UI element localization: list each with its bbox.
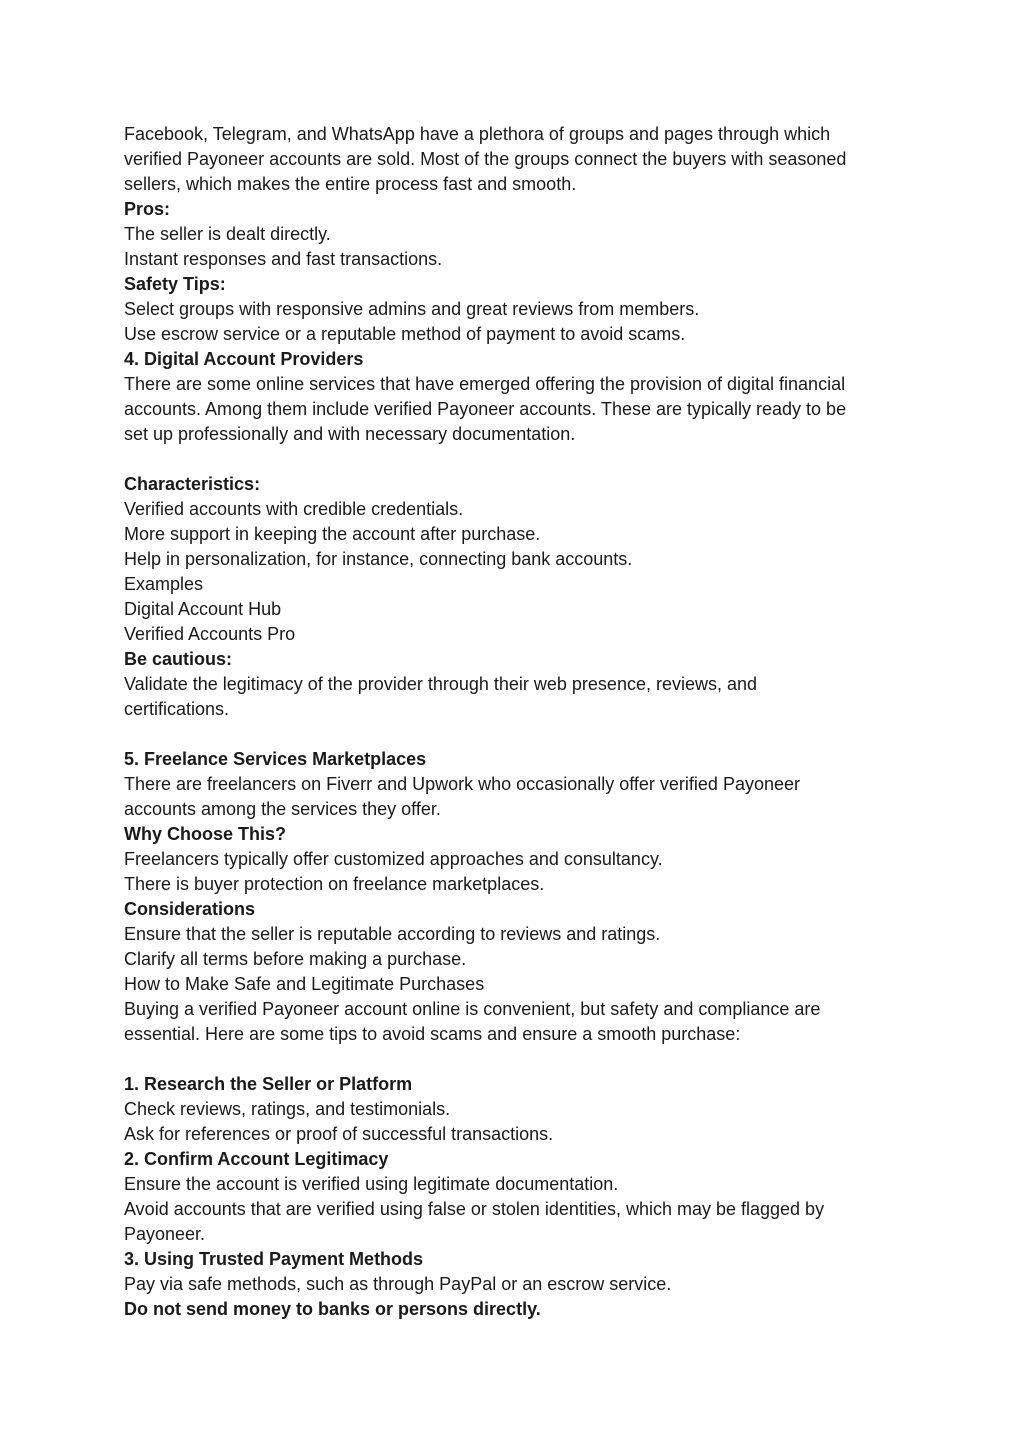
section-heading: Be cautious: — [124, 649, 233, 669]
paragraph-line: Avoid accounts that are verified using false or stolen identities, which may be flagged by — [124, 1199, 825, 1219]
paragraph-line: More support in keeping the account after purchase. — [124, 524, 541, 544]
blank-line — [124, 722, 894, 747]
paragraph-line: Freelancers typically offer customized approaches and consultancy. — [124, 849, 663, 869]
paragraph-line: Facebook, Telegram, and WhatsApp have a plethora of groups and pages through which — [124, 124, 831, 144]
section-heading: Pros: — [124, 199, 171, 219]
paragraph-line: set up professionally and with necessary documentation. — [124, 424, 576, 444]
section-heading: 4. Digital Account Providers — [124, 349, 364, 369]
document-body — [124, 122, 894, 1322]
paragraph-line: Ensure that the seller is reputable according to reviews and ratings. — [124, 924, 661, 944]
paragraph-line: verified Payoneer accounts are sold. Most of the groups connect the buyers with seasoned — [124, 149, 847, 169]
section-heading: 1. Research the Seller or Platform — [124, 1074, 413, 1094]
paragraph-line: Validate the legitimacy of the provider through their web presence, reviews, and — [124, 674, 758, 694]
paragraph-line: Pay via safe methods, such as through PayPal or an escrow service. — [124, 1274, 672, 1294]
paragraph-line: There are some online services that have emerged offering the provision of digital financial — [124, 374, 846, 394]
paragraph-line: Help in personalization, for instance, connecting bank accounts. — [124, 549, 633, 569]
section-heading: 2. Confirm Account Legitimacy — [124, 1149, 389, 1169]
paragraph-line: certifications. — [124, 699, 230, 719]
paragraph-line: The seller is dealt directly. — [124, 224, 331, 244]
section-heading: Considerations — [124, 899, 256, 919]
section-heading: Do not send money to banks or persons directly. — [124, 1299, 541, 1319]
paragraph-line: Digital Account Hub — [124, 599, 282, 619]
paragraph-line: Check reviews, ratings, and testimonials. — [124, 1099, 451, 1119]
paragraph-line: How to Make Safe and Legitimate Purchases — [124, 974, 485, 994]
paragraph-line: Use escrow service or a reputable method of payment to avoid scams. — [124, 324, 686, 344]
section-heading: 3. Using Trusted Payment Methods — [124, 1249, 424, 1269]
section-heading: Safety Tips: — [124, 274, 226, 294]
paragraph-line: Verified accounts with credible credentials. — [124, 499, 464, 519]
paragraph-line: There is buyer protection on freelance marketplaces. — [124, 874, 545, 894]
paragraph-line: Verified Accounts Pro — [124, 624, 296, 644]
section-heading: Characteristics: — [124, 474, 261, 494]
blank-line — [124, 447, 894, 472]
paragraph-line: Payoneer. — [124, 1224, 206, 1244]
paragraph-line: Ask for references or proof of successful transactions. — [124, 1124, 554, 1144]
section-heading: 5. Freelance Services Marketplaces — [124, 749, 427, 769]
paragraph-line: sellers, which makes the entire process fast and smooth. — [124, 174, 577, 194]
paragraph-line: essential. Here are some tips to avoid scams and ensure a smooth purchase: — [124, 1024, 741, 1044]
paragraph-line: Ensure the account is verified using legitimate documentation. — [124, 1174, 619, 1194]
paragraph-line: Examples — [124, 574, 204, 594]
paragraph-line: There are freelancers on Fiverr and Upwork who occasionally offer verified Payoneer — [124, 774, 800, 794]
paragraph-line: Buying a verified Payoneer account online is convenient, but safety and compliance are — [124, 999, 821, 1019]
section-heading: Why Choose This? — [124, 824, 286, 844]
blank-line — [124, 1047, 894, 1072]
paragraph-line: accounts among the services they offer. — [124, 799, 441, 819]
paragraph-line: Select groups with responsive admins and great reviews from members. — [124, 299, 700, 319]
paragraph-line: Clarify all terms before making a purchase. — [124, 949, 467, 969]
paragraph-line: Instant responses and fast transactions. — [124, 249, 443, 269]
paragraph-line: accounts. Among them include verified Payoneer accounts. These are typically ready to be — [124, 399, 847, 419]
